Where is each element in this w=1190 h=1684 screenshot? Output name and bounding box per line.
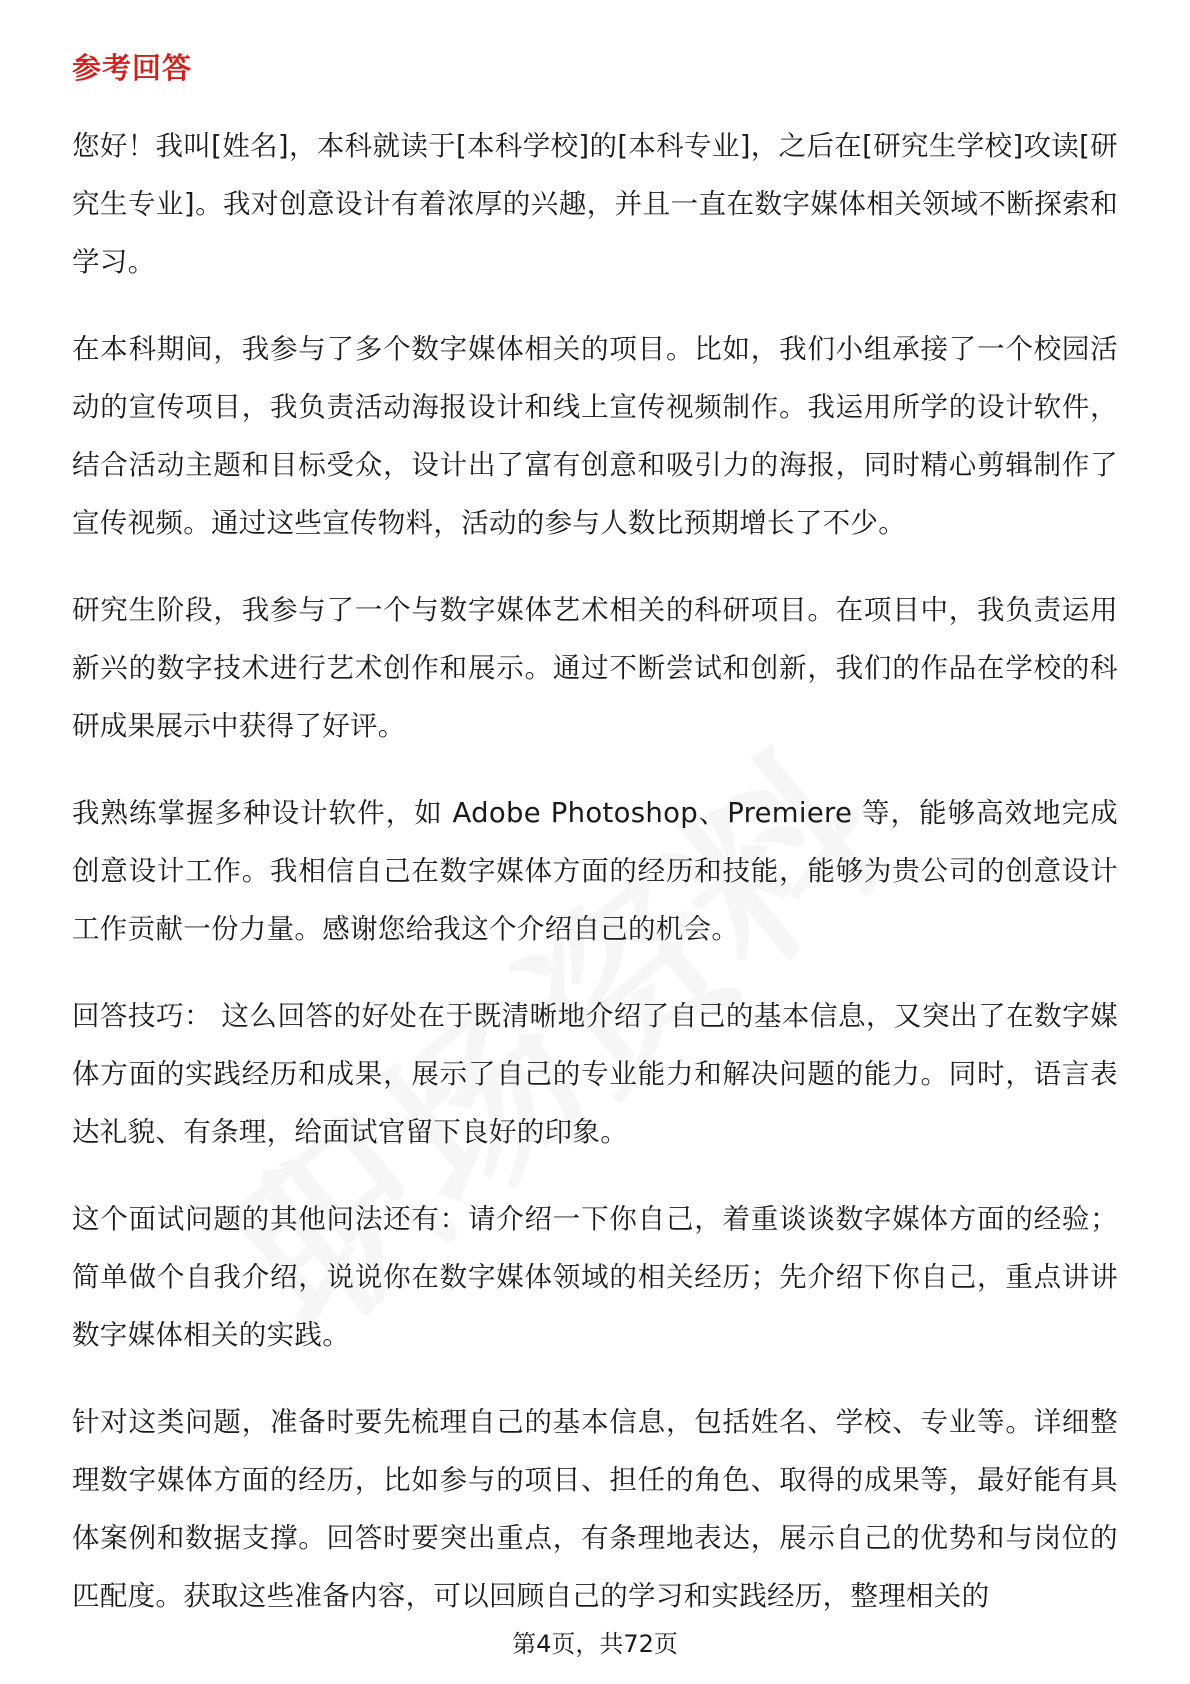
page-number: 第4页，共72页 xyxy=(512,1630,678,1658)
paragraph-intro: 您好！我叫[姓名]，本科就读于[本科学校]的[本科专业]，之后在[研究生学校]攻读[研究生专业]。我对创意设计有着浓厚的兴趣，并且一直在数字媒体相关领域不断探索和学习。 xyxy=(72,130,1118,278)
paragraph-tips: 回答技巧： 这么回答的好处在于既清晰地介绍了自己的基本信息，又突出了在数字媒体方面的实践经历和成果，展示了自己的专业能力和解决问题的能力。同时，语言表达礼貌、有条理，给面试官留下良好的印象。 xyxy=(72,1000,1118,1148)
paragraph-graduate: 研究生阶段，我参与了一个与数字媒体艺术相关的科研项目。在项目中，我负责运用新兴的数字技术进行艺术创作和展示。通过不断尝试和创新，我们的作品在学校的科研成果展示中获得了好评。 xyxy=(72,594,1118,742)
paragraph-skills: 我熟练掌握多种设计软件，如 Adobe Photoshop、Premiere 等，能够高效地完成创意设计工作。我相信自己在数字媒体方面的经历和技能，能够为贵公司的创意设计工作贡献一份力量。感谢您给我这个介绍自己的机会。 xyxy=(72,797,1118,945)
document-page xyxy=(72,48,1118,1654)
paragraph-preparation: 针对这类问题，准备时要先梳理自己的基本信息，包括姓名、学校、专业等。详细整理数字媒体方面的经历，比如参与的项目、担任的角色、取得的成果等，最好能有具体案例和数据支撑。回答时要突出重点，有条理地表达，展示自己的优势和与岗位的匹配度。获取这些准备内容，可以回顾自己的学习和实践经历，整理相关的 xyxy=(72,1406,1118,1612)
section-title: 参考回答 xyxy=(72,51,193,85)
paragraph-alternatives: 这个面试问题的其他问法还有：请介绍一下你自己，着重谈谈数字媒体方面的经验；简单做个自我介绍，说说你在数字媒体领域的相关经历；先介绍下你自己，重点讲讲数字媒体相关的实践。 xyxy=(72,1203,1118,1351)
paragraph-undergrad: 在本科期间，我参与了多个数字媒体相关的项目。比如，我们小组承接了一个校园活动的宣传项目，我负责活动海报设计和线上宣传视频制作。我运用所学的设计软件，结合活动主题和目标受众，设计出了富有创意和吸引力的海报，同时精心剪辑制作了宣传视频。通过这些宣传物料，活动的参与人数比预期增长了不少。 xyxy=(72,333,1118,539)
